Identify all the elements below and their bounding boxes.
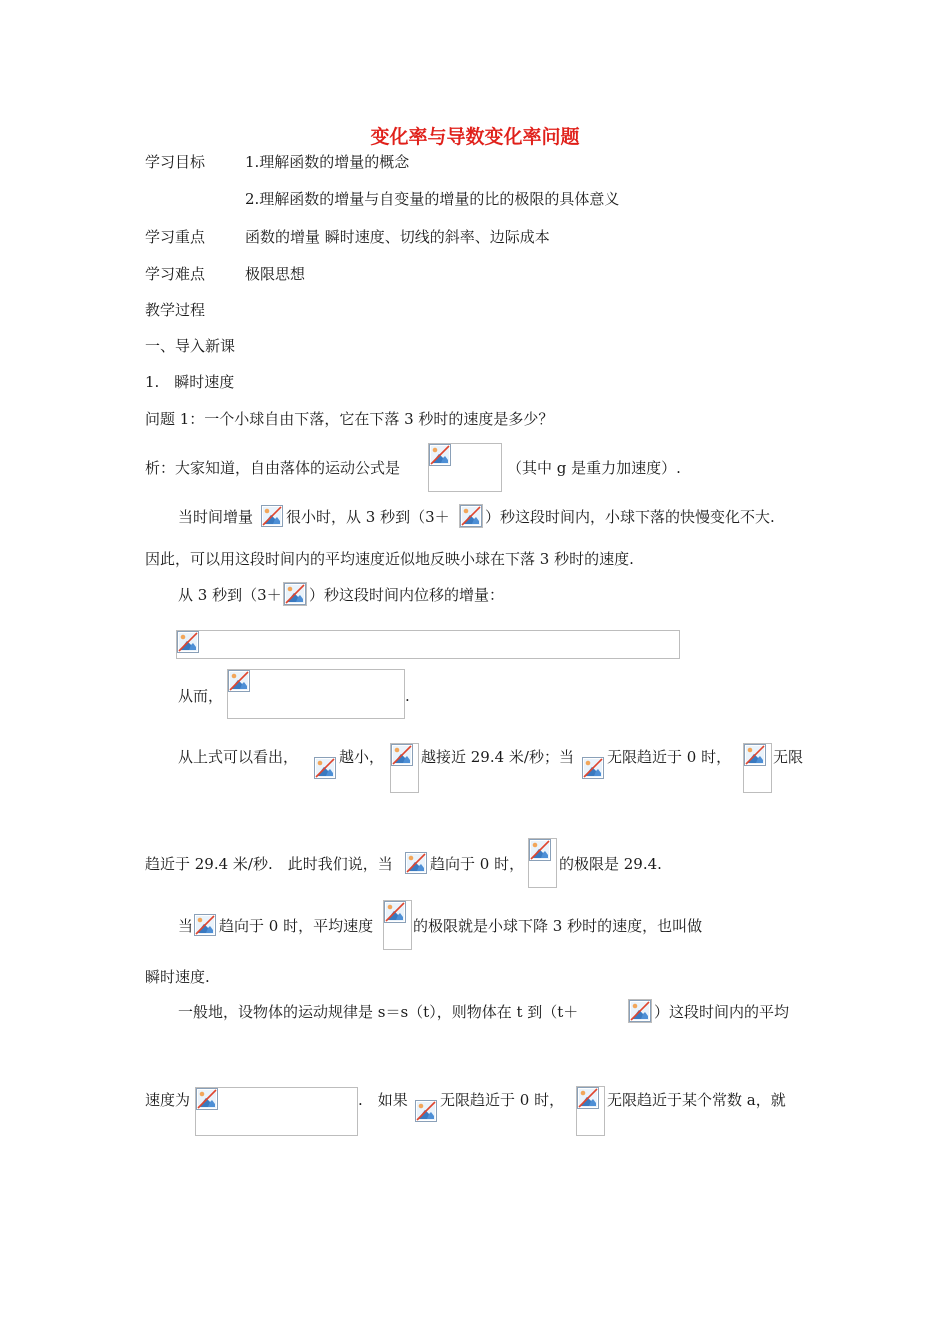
image-placeholder-icon: [577, 1087, 599, 1109]
image-placeholder-icon: [529, 839, 551, 861]
ratio-image: [743, 743, 772, 793]
image-placeholder-icon: [384, 901, 406, 923]
image-placeholder-icon: [196, 1088, 218, 1110]
p4-text-c: 越接近 29.4 米/秒；当: [421, 748, 574, 766]
image-placeholder-icon: [582, 757, 604, 779]
p5-text-b: 趋向于 0 时，: [430, 855, 525, 873]
delta-t-image: [628, 999, 652, 1023]
ratio-image: [390, 743, 419, 793]
p6-text-c: 的极限就是小球下降 3 秒时的速度，也叫做: [413, 917, 703, 935]
p8-text-d: 无限趋近于某个常数 a，就: [607, 1091, 786, 1109]
image-placeholder-icon: [314, 757, 336, 779]
delta-t-image: [581, 756, 605, 780]
p4-text-b: 越小，: [339, 748, 385, 766]
p1-continuation: 因此，可以用这段时间内的平均速度近似地反映小球在下落 3 秒时的速度.: [145, 550, 634, 568]
analysis-before: 析：大家知道，自由落体的运动公式是: [145, 459, 401, 477]
p6-text-a: 当: [178, 917, 194, 935]
p2-text-b: ）秒这段时间内位移的增量：: [309, 586, 505, 604]
image-placeholder-icon: [391, 744, 413, 766]
p4-text-e: 无限: [773, 748, 804, 766]
delta-t-image: [404, 851, 428, 875]
page-title: 变化率与导数变化率问题: [370, 126, 580, 148]
objective-item-1: 1.理解函数的增量的概念: [245, 153, 410, 171]
key-points-text: 函数的增量 瞬时速度、切线的斜率、边际成本: [245, 228, 550, 246]
question-1: 问题 1：一个小球自由下落，它在下落 3 秒时的速度是多少？: [145, 410, 554, 428]
image-placeholder-icon: [194, 914, 216, 936]
difficulties-text: 极限思想: [245, 265, 306, 283]
subsection-heading: 1. 瞬时速度: [145, 373, 235, 391]
p6-continuation: 瞬时速度.: [145, 968, 210, 986]
ratio-image: [528, 838, 557, 888]
delta-t-image: [193, 913, 217, 937]
p8-text-a: 速度为: [145, 1091, 191, 1109]
p8-text-b: . 如果: [358, 1091, 408, 1109]
image-placeholder-icon: [405, 852, 427, 874]
delta-t-image: [414, 1099, 438, 1123]
process-heading: 教学过程: [145, 301, 206, 319]
p1-text-a: 当时间增量: [178, 508, 254, 526]
p1-text-b: 很小时，从 3 秒到（3＋: [286, 508, 450, 526]
ratio-image: [383, 900, 412, 950]
p6-text-b: 趋向于 0 时，平均速度: [219, 917, 374, 935]
p8-text-c: 无限趋近于 0 时，: [440, 1091, 565, 1109]
delta-t-image: [283, 582, 307, 606]
delta-t-image: [260, 504, 284, 528]
p4-text-a: 从上式可以看出，: [178, 748, 299, 766]
p3-text-b: .: [405, 687, 410, 705]
analysis-after: （其中 g 是重力加速度）.: [507, 459, 681, 477]
ratio-image: [576, 1086, 605, 1136]
p2-text-a: 从 3 秒到（3＋: [178, 586, 282, 604]
image-placeholder-icon: [261, 505, 283, 527]
formula-image: [428, 443, 502, 492]
p7-text-a: 一般地，设物体的运动规律是 s＝s（t），则物体在 t 到（t＋: [178, 1003, 579, 1021]
image-placeholder-icon: [415, 1100, 437, 1122]
objective-item-2: 2.理解函数的增量与自变量的增量的比的极限的具体意义: [245, 190, 620, 208]
image-placeholder-icon: [284, 583, 306, 605]
p5-text-a: 趋近于 29.4 米/秒. 此时我们说，当: [145, 855, 393, 873]
p7-text-b: ）这段时间内的平均: [654, 1003, 790, 1021]
image-placeholder-icon: [744, 744, 766, 766]
p4-text-d: 无限趋近于 0 时，: [607, 748, 732, 766]
image-placeholder-icon: [228, 670, 250, 692]
image-placeholder-icon: [177, 631, 199, 653]
displacement-formula-image: [176, 630, 680, 659]
p1-text-c: ）秒这段时间内，小球下落的快慢变化不大.: [485, 508, 775, 526]
section-heading: 一、导入新课: [145, 337, 236, 355]
objectives-label: 学习目标: [145, 153, 206, 171]
average-velocity-formula-image: [195, 1087, 358, 1136]
image-placeholder-icon: [460, 505, 482, 527]
p5-text-c: 的极限是 29.4.: [559, 855, 662, 873]
average-velocity-formula-image: [227, 669, 405, 719]
difficulties-label: 学习难点: [145, 265, 206, 283]
delta-t-image: [459, 504, 483, 528]
image-placeholder-icon: [629, 1000, 651, 1022]
delta-t-image: [313, 756, 337, 780]
p3-text-a: 从而，: [178, 687, 224, 705]
image-placeholder-icon: [429, 444, 451, 466]
key-points-label: 学习重点: [145, 228, 206, 246]
